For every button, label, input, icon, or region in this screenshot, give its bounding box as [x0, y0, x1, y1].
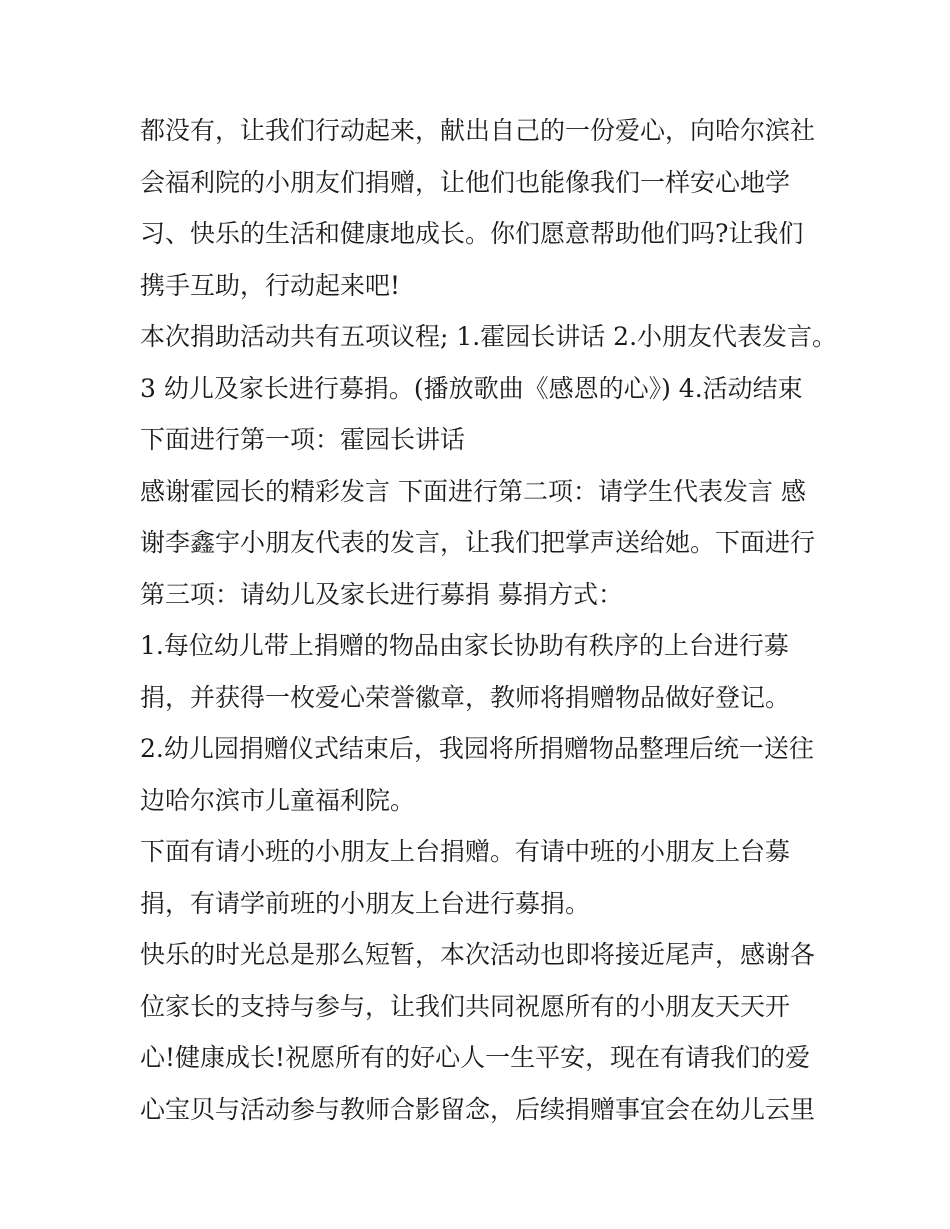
- text-line: 位家长的支持与参与，让我们共同祝愿所有的小朋友天天开: [140, 991, 791, 1021]
- document-body: [140, 105, 838, 1135]
- text-line: 第三项：请幼儿及家长进行募捐 募捐方式：: [140, 579, 623, 609]
- text-line: 习、快乐的生活和健康地成长。你们愿意帮助他们吗?让我们: [140, 219, 804, 248]
- text-line: 快乐的时光总是那么短暂，本次活动也即将接近尾声，感谢各: [140, 940, 816, 969]
- text-line: 感谢霍园长的精彩发言 下面进行第二项：请学生代表发言 感: [140, 476, 806, 506]
- text-line: 谢李鑫宇小朋友代表的发言，让我们把掌声送给她。下面进行: [140, 528, 816, 557]
- agenda-line: 本次捐助活动共有五项议程; 1.霍园长讲话 2.小朋友代表发言。: [140, 322, 838, 351]
- list-item-line: 捐，并获得一枚爱心荣誉徽章，教师将捐赠物品做好登记。: [140, 682, 791, 712]
- agenda-line: 3 幼儿及家长进行募捐。(播放歌曲《感恩的心》) 4.活动结束: [140, 373, 803, 403]
- text-line: 心!健康成长!祝愿所有的好心人一生平安，现在有请我们的爱: [140, 1043, 811, 1072]
- text-line: 下面有请小班的小朋友上台捐赠。有请中班的小朋友上台募: [140, 837, 791, 866]
- text-line: 心宝贝与活动参与教师合影留念，后续捐赠事宜会在幼儿云里: [140, 1094, 816, 1124]
- text-line: 下面进行第一项：霍园长讲话: [140, 425, 466, 454]
- text-line: 捐，有请学前班的小朋友上台进行募捐。: [140, 888, 591, 918]
- text-line: 都没有，让我们行动起来，献出自己的一份爱心，向哈尔滨社: [140, 116, 816, 145]
- list-item-line: 1.每位幼儿带上捐赠的物品由家长协助有秩序的上台进行募: [140, 631, 789, 660]
- list-item-line: 边哈尔滨市儿童福利院。: [140, 785, 416, 815]
- text-line: 携手互助，行动起来吧!: [140, 270, 401, 300]
- list-item-line: 2.幼儿园捐赠仪式结束后，我园将所捐赠物品整理后统一送往: [140, 734, 814, 763]
- text-line: 会福利院的小朋友们捐赠，让他们也能像我们一样安心地学: [140, 167, 791, 197]
